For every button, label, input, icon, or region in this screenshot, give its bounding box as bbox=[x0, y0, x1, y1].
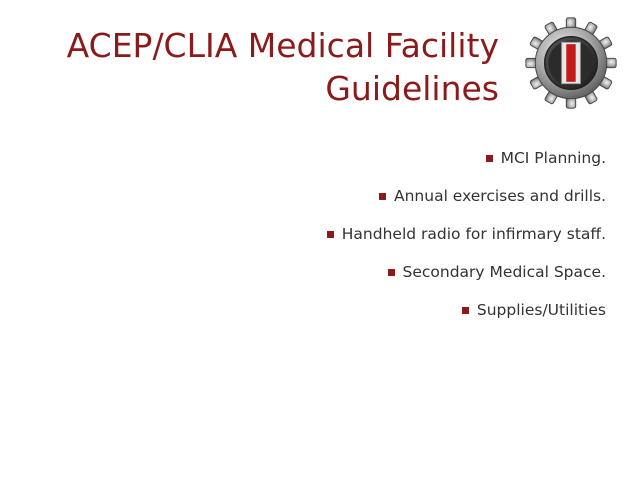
list-item bbox=[186, 139, 606, 177]
bullet-square-icon bbox=[327, 231, 334, 238]
bullet-list bbox=[186, 139, 606, 329]
bullet-text: Supplies/Utilities bbox=[476, 301, 606, 319]
bullet-square-icon bbox=[462, 307, 469, 314]
bullet-square-icon bbox=[379, 193, 386, 200]
list-item bbox=[186, 177, 606, 215]
title-line-2: Guidelines bbox=[325, 69, 499, 108]
list-item bbox=[186, 215, 606, 253]
list-item bbox=[186, 253, 606, 291]
title-line-1: ACEP/CLIA Medical Facility bbox=[66, 26, 499, 65]
bullet-text: Handheld radio for infirmary staff. bbox=[341, 225, 606, 243]
slide-title bbox=[19, 24, 499, 110]
gear-logo-icon bbox=[524, 16, 618, 110]
bullet-square-icon bbox=[486, 155, 493, 162]
bullet-text: MCI Planning. bbox=[500, 149, 606, 167]
bullet-text: Secondary Medical Space. bbox=[402, 263, 606, 281]
bullet-text: Annual exercises and drills. bbox=[394, 187, 606, 205]
bullet-square-icon bbox=[388, 269, 395, 276]
list-item bbox=[186, 291, 606, 329]
